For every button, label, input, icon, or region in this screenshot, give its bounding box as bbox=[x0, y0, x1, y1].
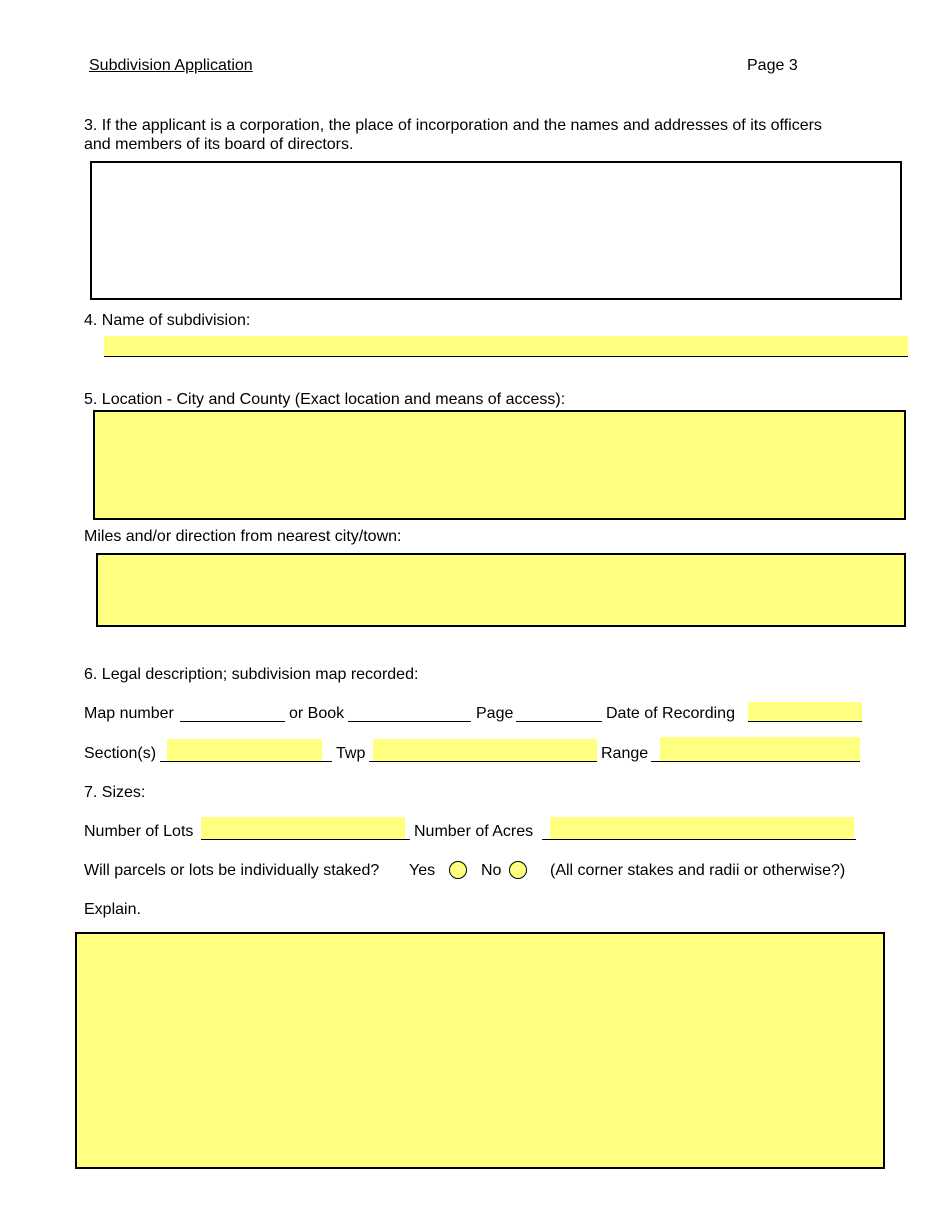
sections-label: Section(s) bbox=[84, 745, 157, 762]
lots-field[interactable] bbox=[201, 817, 405, 839]
date-recording-field[interactable] bbox=[748, 702, 862, 721]
q7-label: 7. Sizes: bbox=[84, 784, 146, 801]
yes-radio[interactable] bbox=[449, 861, 467, 879]
twp-label: Twp bbox=[336, 745, 366, 762]
range-field[interactable] bbox=[660, 737, 860, 761]
q3-text: 3. If the applicant is a corporation, the place of incorporation and the names and addresses of its officers and members of its board of directors. bbox=[84, 117, 822, 153]
range-underline bbox=[651, 761, 860, 762]
map-number-label: Map number bbox=[84, 705, 174, 722]
q6-label: 6. Legal description; subdivision map recorded: bbox=[84, 666, 419, 683]
page-field[interactable] bbox=[516, 721, 602, 722]
date-recording-underline bbox=[748, 721, 862, 722]
no-radio[interactable] bbox=[509, 861, 527, 879]
miles-direction-field[interactable] bbox=[96, 553, 906, 627]
map-number-field[interactable] bbox=[180, 721, 285, 722]
no-label: No bbox=[481, 862, 502, 879]
staked-question: Will parcels or lots be individually staked? bbox=[84, 862, 380, 879]
q4-label: 4. Name of subdivision: bbox=[84, 312, 251, 329]
lots-underline bbox=[201, 839, 410, 840]
location-field[interactable] bbox=[93, 410, 906, 520]
corporation-info-field[interactable] bbox=[90, 161, 902, 300]
explain-label: Explain. bbox=[84, 901, 141, 918]
book-label: or Book bbox=[289, 705, 345, 722]
explain-field[interactable] bbox=[75, 932, 885, 1169]
page-number: Page 3 bbox=[747, 57, 798, 74]
sections-underline bbox=[160, 761, 332, 762]
yes-label: Yes bbox=[409, 862, 436, 879]
form-title: Subdivision Application bbox=[89, 57, 253, 74]
date-recording-label: Date of Recording bbox=[606, 705, 735, 722]
subdivision-name-underline bbox=[104, 356, 908, 357]
lots-label: Number of Lots bbox=[84, 823, 194, 840]
miles-direction-label: Miles and/or direction from nearest city/town: bbox=[84, 528, 402, 545]
twp-underline bbox=[369, 761, 597, 762]
page-label: Page bbox=[476, 705, 514, 722]
twp-field[interactable] bbox=[373, 739, 597, 761]
acres-field[interactable] bbox=[550, 817, 854, 839]
range-label: Range bbox=[601, 745, 649, 762]
q5-label: 5. Location - City and County (Exact location and means of access): bbox=[84, 391, 566, 408]
book-field[interactable] bbox=[348, 721, 471, 722]
sections-field[interactable] bbox=[167, 739, 322, 761]
acres-label: Number of Acres bbox=[414, 823, 534, 840]
acres-underline bbox=[542, 839, 856, 840]
subdivision-name-field[interactable] bbox=[104, 336, 908, 356]
stakes-note: (All corner stakes and radii or otherwise?) bbox=[550, 862, 846, 879]
